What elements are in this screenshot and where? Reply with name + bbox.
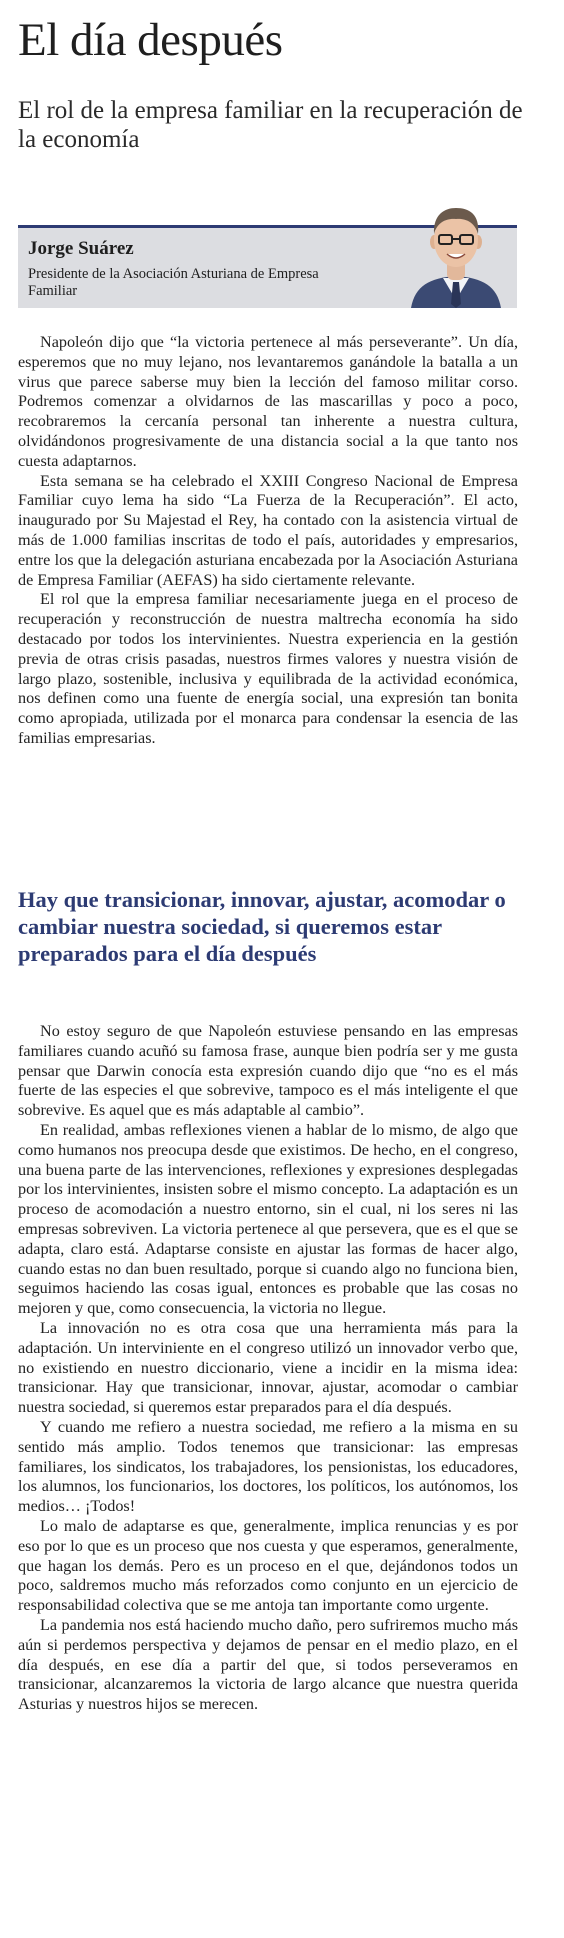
- paragraph: El rol que la empresa familiar necesariamente juega en el proceso de recuperación y reconstrucción de nuestra maltrecha economía ha sido destacado por todos los intervinientes. Nuestra experiencia en la gestión previa de otras crisis pasadas, nuestros firmes valores y nuestra visión de largo plazo, sostenible, inclusiva y equilibrada de la actividad económica, nos definen como una fuente de energía social, una expresión tan bonita como apropiada, utilizada por el monarca para condensar la esencia de las familias empresarias.: [18, 590, 518, 747]
- paragraph: La pandemia nos está haciendo mucho daño, pero sufriremos mucho más aún si perdemos perspectiva y dejamos de pensar en el medio plazo, en el día después, en ese día a partir del que, si todos perseveramos en transicionar, alcanzaremos la victoria de largo alcance que nuestra querida Asturias y nuestros hijos se merecen.: [18, 1615, 518, 1714]
- paragraph: Esta semana se ha celebrado el XXIII Congreso Nacional de Empresa Familiar cuyo lema ha sido “La Fuerza de la Recuperación”. El acto, inaugurado por Su Majestad el Rey, ha contado con la asistencia virtual de más de 1.000 familias inscritas de todo el país, autoridades y empresarios, entre los que la delegación asturiana encabezada por la Asociación Asturiana de Empresa Familiar (AEFAS) ha sido ciertamente relevante.: [18, 471, 518, 589]
- subheadline: El rol de la empresa familiar en la recuperación de la economía: [18, 97, 523, 153]
- paragraph: En realidad, ambas reflexiones vienen a hablar de lo mismo, de algo que como humanos nos preocupa desde que existimos. De hecho, en el congreso, una buena parte de las intervenciones, reflexiones y expresiones desplegadas por los intervinientes, insisten sobre el mismo concepto. La adaptación es un proceso de acomodación a nuestro entorno, sin el cual, ni los seres ni las empresas sobreviven. La victoria pertenece al que persevera, que es el que se adapta, claro está. Adaptarse consiste en ajustar las formas de hacer algo, cuando estas no dan buen resultado, porque si cuando algo no funciona bien, seguimos haciendo las cosas igual, entonces es probable que las cosas no mejoren y que, como consecuencia, la victoria no llegue.: [18, 1120, 518, 1318]
- pull-quote: Hay que transicionar, innovar, ajustar, acomodar o cambiar nuestra sociedad, si queremos estar preparados para el día después: [18, 887, 506, 966]
- article-body-part-1: [18, 333, 518, 749]
- paragraph: No estoy seguro de que Napoleón estuviese pensando en las empresas familiares cuando acuñó su famosa frase, aunque bien podría ser y me gusta pensar que Darwin conocía esta expresión cuando dijo que “no es el más fuerte de las especies el que sobrevive, tampoco es el más inteligente el que sobrevive. Es aquel que es más adaptable al cambio”.: [18, 1022, 518, 1120]
- paragraph: Y cuando me refiero a nuestra sociedad, me refiero a la misma en su sentido más amplio. Todos tenemos que transicionar: las empresas familiares, los sindicatos, los trabajadores, los pensionistas, los educadores, los alumnos, los funcionarios, los doctores, los políticos, los autónomos, los medios… ¡Todos!: [18, 1417, 518, 1516]
- paragraph: Napoleón dijo que “la victoria pertenece al más perseverante”. Un día, esperemos que no muy lejano, nos levantaremos ganándole la batalla a un virus que parece saberse muy bien la lección del famoso militar corso. Podremos comenzar a olvidarnos de las mascarillas y poco a poco, recobraremos la cercanía personal tan inherente a nuestra cultura, olvidándonos progresivamente de una distancia social a la que tanto nos cuesta adaptarnos.: [18, 333, 518, 470]
- headline: El día después: [18, 14, 283, 66]
- author-box: [18, 225, 517, 308]
- author-role: Presidente de la Asociación Asturiana de Empresa Familiar: [28, 266, 319, 299]
- author-name: Jorge Suárez: [28, 238, 134, 259]
- author-portrait-icon: [407, 200, 505, 308]
- article-body-part-2: [18, 1022, 518, 1715]
- paragraph: Lo malo de adaptarse es que, generalmente, implica renuncias y es por eso por lo que es un proceso que nos cuesta y que esperamos, generalmente, que hagan los demás. Pero es un proceso en el que, dejándonos todos un poco, saldremos mucho más reforzados como conjunto en un ejercicio de responsabilidad colectiva que se me antoja tan importante como urgente.: [18, 1516, 518, 1615]
- paragraph: La innovación no es otra cosa que una herramienta más para la adaptación. Un interviniente en el congreso utilizó un innovador verbo que, no existiendo en nuestro diccionario, viene a incidir en la misma idea: transicionar. Hay que transicionar, innovar, ajustar, acomodar o cambiar nuestra sociedad, si queremos estar preparados para el día después.: [18, 1318, 518, 1417]
